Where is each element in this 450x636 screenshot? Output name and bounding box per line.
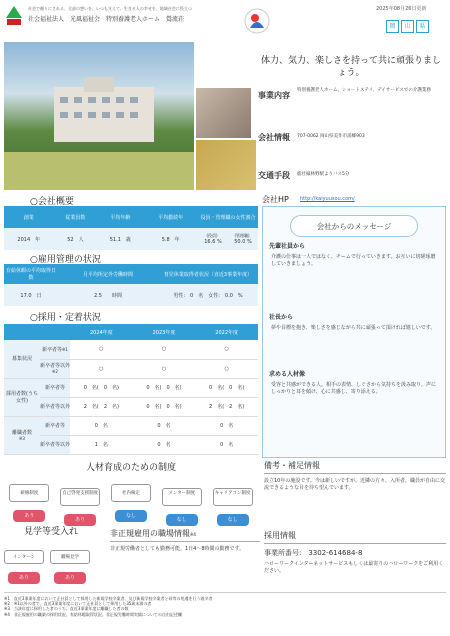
message-heading: 求める人材像 — [269, 371, 306, 379]
training-item: 社内検定 なし — [111, 479, 151, 526]
overview-header: 役員・管理職の女性割合 — [200, 214, 256, 221]
remarks-section — [264, 460, 446, 492]
recruit-number: 事業所番号: 3302-614684-8 — [264, 549, 363, 557]
hp-link[interactable]: http://kaiyuusou.com/ — [300, 196, 355, 202]
training-item: キャリアコン制度 なし — [213, 479, 253, 526]
remarks-text: 設立10年の施設です。今は新しいですが、近隣の方々、入所者、職員が自由に交流できるような目を待ち望んでいます。 — [264, 478, 445, 491]
update-date: 2025年08月26日更新 — [376, 6, 427, 12]
training-title: 人材育成のための制度 — [85, 463, 176, 473]
table-cell: 0 名 — [157, 442, 171, 448]
status-badge: あり — [8, 572, 40, 584]
female-ratio-value: 16.6 % — [204, 238, 222, 245]
nonregular-section — [110, 528, 260, 553]
company-text: 707-0062 岡山県美作市湯郷903 — [297, 134, 365, 139]
pref-char: 岡 — [386, 20, 399, 33]
status-badge: あり — [64, 514, 96, 526]
overview-value: 5.8 年 — [161, 236, 180, 243]
hours-value: 2.5 — [94, 292, 102, 299]
female-ratio-value: 50.0 % — [234, 238, 252, 245]
employment-header: 有給休暇の平均取得日数 — [5, 268, 56, 281]
message-title: 会社からのメッセージ — [290, 215, 418, 237]
row-group: 採用者数(うち女性) — [4, 378, 40, 416]
tour-item: 職場見学 あり — [50, 543, 90, 584]
table-cell: ○ — [99, 346, 104, 353]
female-ratio-label: (管理職) — [234, 233, 250, 239]
message-text: 受容と共感ができる人。相手の表情、しぐさから気持ちを汲み取り、声にしっかりと耳を傾け、心に共感し、寄り添える。 — [271, 382, 437, 396]
table-cell: 1 名 — [94, 442, 108, 448]
year-header: 2022年度 — [215, 329, 239, 336]
hours-unit: 時間 — [111, 292, 122, 299]
header-org: 社会福祉法人 光風福祉会 特別養護老人ホーム 鶯流荘 — [28, 16, 185, 23]
status-badge: あり — [13, 510, 45, 522]
table-cell: 2 名( 2 名) — [83, 404, 119, 410]
kurumin-logo — [244, 8, 270, 34]
table-cell: 0 名( 0 名) — [146, 385, 182, 391]
status-badge: なし — [166, 514, 198, 526]
row-label: 新卒者等 — [40, 378, 70, 397]
row-label: 新卒者等※1 — [40, 340, 70, 359]
status-badge: あり — [54, 572, 86, 584]
business-label: 事業内容 — [258, 91, 290, 100]
hiring-table — [4, 324, 258, 455]
staff-photo — [196, 88, 251, 138]
row-label: 新卒者等 — [40, 416, 70, 435]
nonregular-text: 非正規労働者としても勤務可能。1日4〜8時間の勤務です。 — [110, 546, 245, 552]
tour-item: インターン あり — [4, 543, 44, 584]
table-cell: ○ — [99, 365, 104, 372]
year-header: 2024年度 — [89, 329, 113, 336]
table-cell: 0 名( 0 名) — [209, 385, 245, 391]
transport-label: 交通手段 — [258, 171, 290, 180]
overview-header: 従業員数 — [65, 214, 86, 221]
table-cell: 0 名( 0 名) — [146, 404, 182, 410]
message-heading: 社長から — [269, 314, 294, 322]
female-ratio-label: (役員) — [206, 233, 218, 239]
female-ratio — [198, 228, 258, 250]
row-group: 募集状況 — [4, 340, 40, 378]
status-badge: なし — [217, 514, 249, 526]
header-tagline: 社会で頼りにされる、全部の想いを、いつも支えて、生きる人の幸せを、地域社会に役立つ — [28, 6, 192, 11]
overview-header: 創業 — [23, 214, 34, 221]
pref-char: 県 — [416, 20, 429, 33]
training-item: 自己啓発支援制度 あり — [60, 479, 100, 526]
table-row — [4, 397, 258, 416]
year-header: 2023年度 — [152, 329, 176, 336]
table-cell: 2 名( 2 名) — [209, 404, 245, 410]
activity-photo — [196, 140, 256, 190]
table-cell: 0 名 — [94, 423, 108, 429]
overview-title: ○会社概要 — [30, 197, 74, 207]
prefecture-badge — [386, 20, 429, 33]
table-row — [4, 435, 258, 454]
table-cell: 0 名 — [157, 423, 171, 429]
overview-value: 52 人 — [67, 236, 84, 243]
hiring-title: ○採用・定着状況 — [30, 313, 101, 323]
leave-days: 17.0 日 — [20, 292, 42, 299]
overview-header: 平均勤続年 — [158, 214, 184, 221]
male-leave: 男性: 0 名 — [173, 292, 204, 299]
overview-value: 51.1 歳 — [109, 236, 131, 243]
row-group: 離職者数 ※3 — [4, 416, 40, 454]
table-row — [4, 416, 258, 435]
table-cell: 0 名 — [220, 442, 234, 448]
tour-title: 見学等受入れ — [24, 527, 79, 537]
status-badge: なし — [115, 510, 147, 522]
footnotes — [4, 592, 446, 617]
row-label: 新卒者等以外※2 — [40, 359, 70, 378]
message-text: 介護の仕事は一人ではなく、チームで行っていきます。お互いに切磋琢磨していきましょう。 — [271, 254, 436, 267]
message-text: 夢や目標を抱き、楽しさを感じながら共に頑張って頂ければ嬉しいです。 — [271, 325, 436, 332]
table-cell: ○ — [224, 365, 229, 372]
footnote: ※4 非正規雇用の職業の採用状況、有給休暇取得状況、非正規労働時間実績についての自由記述欄 — [4, 611, 182, 617]
overtime-hours — [58, 284, 158, 306]
childcare-leave — [158, 284, 258, 306]
table-cell: ○ — [224, 346, 229, 353]
footnote: ※1 直近3事業年度において正社員として採用した新規学校卒業者、及び新規学校卒業者と同等の処遇を行う既卒者 — [4, 596, 213, 601]
org-logo — [4, 4, 24, 28]
table-cell: 0 名 — [220, 423, 234, 429]
training-item: メンター制度 なし — [162, 479, 202, 526]
recruit-title: 採用情報 — [264, 531, 296, 540]
table-row — [4, 340, 258, 359]
nonregular-title: 非正規雇用の職場情報※4 — [110, 529, 196, 538]
training-item: 研修制度 あり — [9, 479, 49, 526]
overview-value: 2014 年 — [17, 236, 41, 243]
row-label: 新卒者等以外 — [40, 397, 70, 416]
employment-header: 育児休業取得者状況（直近3事業年度） — [163, 271, 253, 278]
training-section — [4, 460, 258, 523]
female-leave: 女性: 0.0 % — [208, 292, 243, 299]
tour-section — [4, 524, 104, 584]
recruit-section — [264, 530, 446, 575]
building-photo — [4, 42, 194, 190]
headline: 体力、気力、楽しさを持って共に頑張りましょう。 — [260, 56, 441, 78]
footnote: ※2 ※1以外の者で、直近3事業年度において正社員として採用した35歳未満の者 — [4, 601, 152, 607]
employment-table — [4, 264, 258, 306]
table-row — [4, 359, 258, 378]
remarks-title: 備考・補足情報 — [264, 461, 320, 470]
table-cell: ○ — [161, 346, 167, 353]
hp-label: 会社HP — [262, 195, 289, 204]
transport-text: 総社縁林野駅よりバス5分 — [297, 172, 350, 177]
table-cell: 0 名( 0 名) — [83, 385, 119, 391]
overview-table — [4, 206, 258, 250]
message-heading: 先輩社員から — [269, 243, 306, 250]
message-box — [262, 206, 446, 458]
recruit-text: ハローワークインターネットサービスもしくは最寄りのハローワークをご利用ください。 — [264, 561, 444, 574]
row-label: 新卒者等以外 — [40, 435, 70, 454]
table-row — [4, 378, 258, 397]
business-text: 特別養護老人ホーム、ショートステイ、デイサービスでの介護業務 — [297, 88, 431, 93]
pref-char: 山 — [401, 20, 414, 33]
company-label: 会社情報 — [258, 133, 290, 142]
footnote: ※3 当該年度に採用した者のうち、直近3事業年度に離職した者の数 — [4, 606, 129, 612]
employment-header: 月平均所定外労働時間 — [82, 271, 133, 278]
employment-title: ○雇用管理の状況 — [30, 255, 101, 265]
table-cell: ○ — [161, 365, 167, 372]
overview-header: 平均年齢 — [110, 214, 131, 221]
